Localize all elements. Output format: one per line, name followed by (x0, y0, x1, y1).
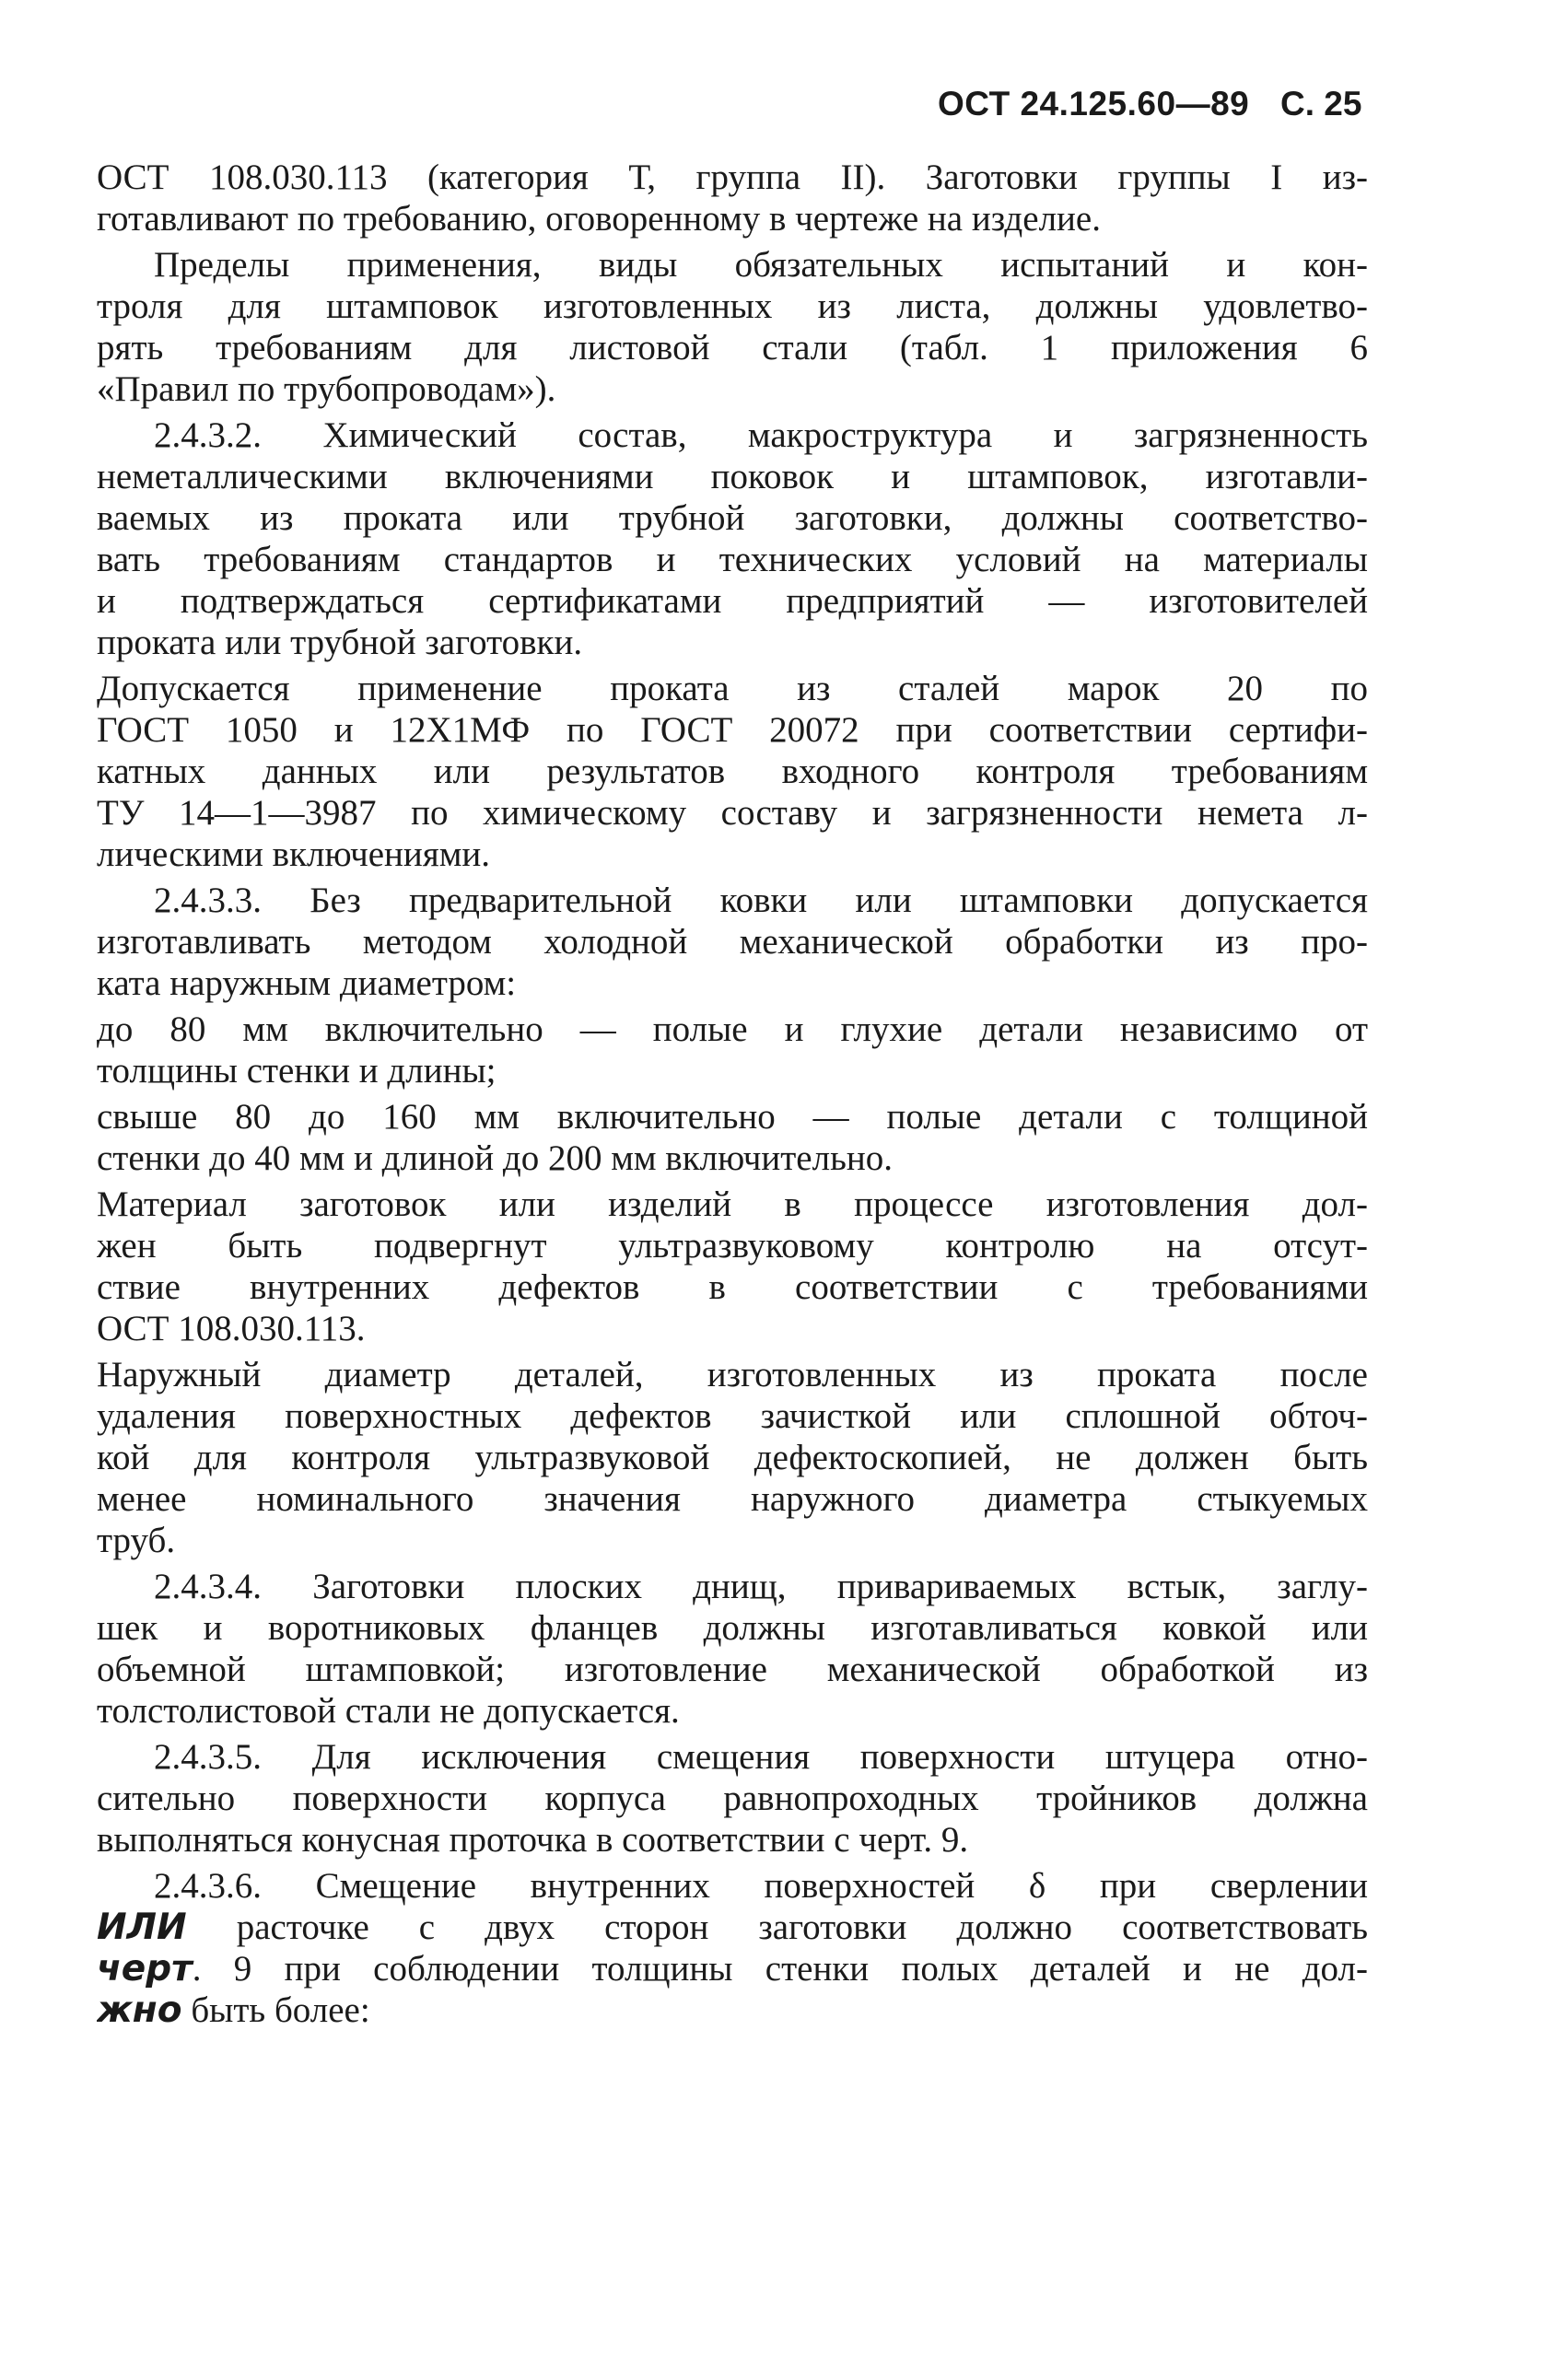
handwritten-word: ИЛИ (97, 1907, 187, 1948)
text-line: толщины стенки и длины; (97, 1051, 496, 1091)
text-line: готавливают по требованию, оговоренному в чертеже на изделие. (97, 199, 1101, 239)
text-line: лическими включениями. (97, 834, 491, 874)
text-line: ката наружным диаметром: (97, 963, 517, 1003)
text-line: толстолистовой стали не допускается. (97, 1691, 680, 1731)
text-line: кой для контроля ультразвуковой дефектоскопией, не должен быть (97, 1438, 1368, 1477)
text-line: 2.4.3.2. Химический состав, макроструктура и загрязненность (154, 415, 1368, 455)
text-line: ОСТ 108.030.113. (97, 1309, 366, 1348)
text-line: 2.4.3.6. Смещение внутренних поверхностей δ при сверлении (154, 1866, 1368, 1906)
text-line: объемной штамповкой; изготовление механической обработкой из (97, 1650, 1368, 1689)
text-line: троля для штамповок изготовленных из листа, должны удовлетво- (97, 286, 1368, 326)
text-line: жно быть более: (97, 1989, 370, 2031)
text-line: 2.4.3.5. Для исключения смещения поверхности штуцера отно- (154, 1737, 1368, 1777)
text-line: ТУ 14—1—3987 по химическому составу и загрязненности немета л- (97, 793, 1368, 833)
text-line: шек и воротниковых фланцев должны изготавливаться ковкой или (97, 1608, 1368, 1648)
text-line: Допускается применение проката из сталей марок 20 по (97, 669, 1368, 708)
text-line: проката или трубной заготовки. (97, 623, 583, 662)
text-line: изготавливать методом холодной механической обработки из про- (97, 922, 1368, 962)
header-page-number: С. 25 (1280, 85, 1362, 122)
text-line: сительно поверхности корпуса равнопроходных тройников должна (97, 1779, 1368, 1818)
handwritten-word: черт (97, 1948, 193, 1989)
text-line: ИЛИ расточке с двух сторон заготовки должно соответствовать (97, 1907, 1368, 1948)
text-line: ваемых из проката или трубной заготовки, должны соответство- (97, 498, 1368, 538)
text-line: Наружный диаметр деталей, изготовленных из проката после (97, 1355, 1368, 1394)
text-line: ствие внутренних дефектов в соответствии с требованиями (97, 1267, 1368, 1307)
text-line: неметаллическими включениями поковок и штамповок, изготавли- (97, 457, 1368, 496)
text-line: менее номинального значения наружного диаметра стыкуемых (97, 1479, 1368, 1519)
handwritten-word: жно (97, 1989, 182, 2031)
page-header (0, 85, 1542, 140)
text-line: черт. 9 при соблюдении толщины стенки полых деталей и не дол- (97, 1948, 1368, 1989)
text-line: вать требованиям стандартов и технических условий на материалы (97, 540, 1368, 579)
text-line: труб. (97, 1521, 176, 1560)
text-line: и подтверждаться сертификатами предприятий — изготовителей (97, 581, 1368, 621)
text-line: катных данных или результатов входного контроля требованиям (97, 752, 1368, 791)
text-line: свыше 80 до 160 мм включительно — полые детали с толщиной (97, 1097, 1368, 1137)
text-line: ОСТ 108.030.113 (категория Т, группа II). Заготовки группы I из- (97, 158, 1368, 197)
text-line: рять требованиям для листовой стали (табл. 1 приложения 6 (97, 328, 1368, 368)
text-line: удаления поверхностных дефектов зачисткой или сплошной обточ- (97, 1396, 1368, 1436)
text-line: выполняться конусная проточка в соответствии с черт. 9. (97, 1820, 969, 1860)
text-line: до 80 мм включительно — полые и глухие детали независимо от (97, 1009, 1368, 1049)
text-line: 2.4.3.4. Заготовки плоских днищ, привариваемых встык, заглу- (154, 1567, 1368, 1606)
text-line: Материал заготовок или изделий в процессе изготовления дол- (97, 1184, 1368, 1224)
text-line: «Правил по трубопроводам»). (97, 369, 556, 409)
text-line: ГОСТ 1050 и 12Х1МФ по ГОСТ 20072 при соответствии сертифи- (97, 710, 1368, 750)
body-text (97, 157, 1368, 2031)
text-line: жен быть подвергнут ультразвуковому контролю на отсут- (97, 1226, 1368, 1266)
text-line: стенки до 40 мм и длиной до 200 мм включительно. (97, 1138, 893, 1178)
text-line: 2.4.3.3. Без предварительной ковки или штамповки допускается (154, 881, 1368, 920)
header-doc-code: ОСТ 24.125.60—89 (938, 85, 1250, 122)
text-line: Пределы применения, виды обязательных испытаний и кон- (154, 245, 1368, 285)
